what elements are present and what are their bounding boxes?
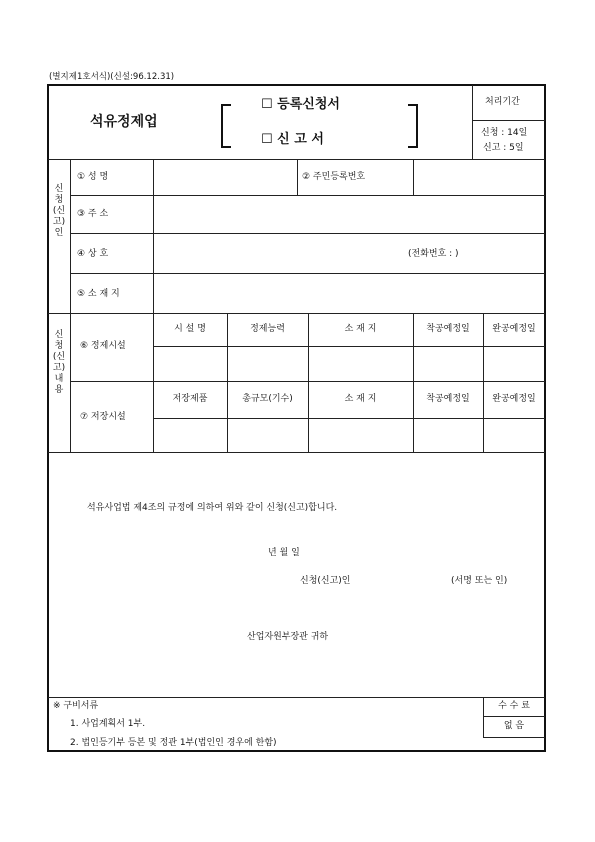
fee-line xyxy=(483,716,545,717)
applicant-bottom-line xyxy=(48,313,545,314)
fee-bottom-line xyxy=(483,737,545,738)
storage-header-capacity: 총규모(기수) xyxy=(242,394,293,404)
fee-label: 수 수 료 xyxy=(498,701,530,711)
trade-name-field[interactable] xyxy=(155,235,395,271)
signature-label: (서명 또는 인) xyxy=(451,576,508,586)
refinery-header-location: 소 재 지 xyxy=(344,324,377,334)
storage-header-product: 저장제품 xyxy=(172,394,208,404)
date-line: 년 월 일 xyxy=(268,548,300,558)
rrn-label: ② 주민등록번호 xyxy=(302,172,366,182)
trade-name-label: ④ 상 호 xyxy=(77,249,109,259)
signer-field[interactable] xyxy=(365,572,445,588)
recipient-label: 산업자원부장관 귀하 xyxy=(247,632,329,642)
rrn-value-divider xyxy=(413,159,414,195)
storage-end-date-cell[interactable] xyxy=(484,419,544,451)
refinery-location-cell[interactable] xyxy=(309,347,412,380)
location-field[interactable] xyxy=(155,275,543,312)
processing-period-apply: 신청 : 14일 xyxy=(481,128,528,138)
contents-col-line xyxy=(70,313,71,452)
name-label-text: ① 성 명 xyxy=(77,172,109,182)
bracket-right xyxy=(408,104,418,148)
contents-bottom-line xyxy=(48,452,545,453)
refinery-header-start-date: 착공예정일 xyxy=(426,324,470,334)
row-line-2 xyxy=(70,233,545,234)
declaration-bottom-line xyxy=(48,697,545,698)
storage-location-cell[interactable] xyxy=(309,419,412,451)
refinery-facility-label: ⑥ 정제시설 xyxy=(80,341,126,351)
declaration-statement: 석유사업법 제4조의 규정에 의하여 위와 같이 신청(신고)합니다. xyxy=(87,503,338,513)
refinery-capacity-cell[interactable] xyxy=(228,347,307,380)
bracket-left xyxy=(221,104,231,148)
storage-product-cell[interactable] xyxy=(154,419,226,451)
option-registration-checkbox[interactable]: ☐ 등록신청서 xyxy=(261,97,340,112)
name-label xyxy=(77,173,149,182)
address-label: ③ 주 소 xyxy=(77,209,109,219)
refinery-end-date-cell[interactable] xyxy=(484,347,544,380)
rrn-field[interactable] xyxy=(415,161,543,193)
period-line xyxy=(472,120,545,121)
signer-label: 신청(신고)인 xyxy=(300,576,351,586)
row-line-3 xyxy=(70,273,545,274)
processing-period-label: 처리기간 xyxy=(485,97,520,107)
form-number-note: (별지제1호서식)(신설:96.12.31) xyxy=(49,72,175,82)
applicant-col-line xyxy=(70,159,71,314)
refinery-header-end-date: 완공예정일 xyxy=(492,324,536,334)
storage-facility-label: ⑦ 저장시설 xyxy=(80,412,126,422)
period-divider xyxy=(472,85,473,159)
refinery-header-capacity: 정제능력 xyxy=(250,324,285,334)
name-rrn-divider xyxy=(297,159,298,195)
refinery-header-facility: 시 설 명 xyxy=(174,324,206,334)
storage-header-location: 소 재 지 xyxy=(344,394,377,404)
storage-header-start-date: 착공예정일 xyxy=(426,394,470,404)
fee-value: 없 음 xyxy=(503,721,525,731)
storage-header-end-date: 완공예정일 xyxy=(492,394,536,404)
required-doc-2: 2. 법인등기부 등본 및 정관 1부(법인인 경우에 한함) xyxy=(70,738,277,748)
name-field[interactable] xyxy=(155,161,295,193)
option-report-checkbox[interactable]: ☐ 신 고 서 xyxy=(261,132,324,147)
refinery-facility-cell[interactable] xyxy=(154,347,226,380)
form-title: 석유정제업 xyxy=(90,114,158,130)
required-doc-1: 1. 사업계획서 1부. xyxy=(70,719,146,729)
processing-period-report: 신고 : 5일 xyxy=(483,143,524,153)
address-field[interactable] xyxy=(155,197,543,231)
storage-capacity-cell[interactable] xyxy=(228,419,307,451)
location-label: ⑤ 소 재 지 xyxy=(77,289,120,299)
row-line-1 xyxy=(70,195,545,196)
storage-start-date-cell[interactable] xyxy=(414,419,482,451)
applicant-label-col-line xyxy=(153,159,154,314)
phone-label: (전화번호 : ) xyxy=(408,249,459,259)
required-docs-title: ※ 구비서류 xyxy=(53,701,99,711)
contents-section-label: 신청(신고)내용 xyxy=(52,330,66,395)
refinery-start-date-cell[interactable] xyxy=(414,347,482,380)
applicant-section-label: 신청(신고)인 xyxy=(52,184,66,238)
refinery-storage-line xyxy=(70,381,545,382)
